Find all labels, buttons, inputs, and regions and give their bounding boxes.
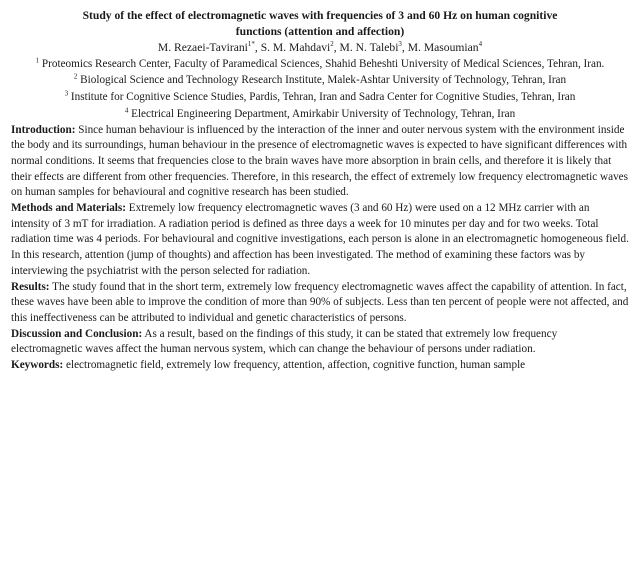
affiliation-number: 1 <box>35 55 40 64</box>
affiliation-text: Electrical Engineering Department, Amirkabir University of Technology, Tehran, Iran <box>131 107 516 120</box>
keywords-text: electromagnetic field, extremely low frequency, attention, affection, cognitive function, human sample <box>66 359 526 372</box>
author-name: M. Rezaei-Tavirani <box>157 41 248 54</box>
introduction-section <box>11 123 629 202</box>
methods-section <box>11 201 629 280</box>
introduction-heading: Introduction: <box>11 123 76 136</box>
author-name: M. N. Talebi <box>339 41 399 54</box>
discussion-text: As a result, based on the findings of this study, it can be stated that extremely low frequency electromagnetic waves affect the human nervous system, which can change the behaviour of persons under radiation. <box>11 327 558 356</box>
affiliation-1 <box>11 57 629 73</box>
affiliation-text: Proteomics Research Center, Faculty of Paramedical Sciences, Shahid Beheshti University of Medical Sciences, Tehran, Iran. <box>41 57 605 70</box>
methods-text: Extremely low frequency electromagnetic waves (3 and 60 Hz) were used on a 12 MHz carrier with an intensity of 3 mT for irradiation. A radiation period is defined as three days a week for 10 minutes per day and for two weeks. Total radiation time was 4 periods. For behavioural and cognitive investigations, each person is alone in an electromagnetic homogeneous field. In this research, attention (jump of thoughts) and affection has been investigated. The method of examining these factors was by interviewing the psychiatrist with the person selected for radiation. <box>11 202 629 277</box>
author-name: M. Masoumian <box>407 41 479 54</box>
affiliation-text: Biological Science and Technology Research Institute, Malek-Ashtar University of Technology, Tehran, Iran <box>80 74 567 87</box>
paper-title-line-1: Study of the effect of electromagnetic waves with frequencies of 3 and 60 Hz on human cognitive <box>82 9 558 22</box>
affiliation-3 <box>11 90 629 106</box>
keywords-heading: Keywords: <box>11 359 64 372</box>
results-text: The study found that in the short term, extremely low frequency electromagnetic waves affect the capability of attention. In fact, these waves have been able to improve the condition of more than 90% of subjects. Less than ten percent of people were not affected, and this ineffectiveness can be attributed to individual and genetic characteristics of persons. <box>11 280 629 324</box>
discussion-section <box>11 327 629 358</box>
methods-heading: Methods and Materials: <box>11 202 126 215</box>
author-name: S. M. Mahdavi <box>260 41 331 54</box>
paper-title <box>11 8 629 39</box>
affiliation-number: 4 <box>124 106 129 115</box>
results-heading: Results: <box>11 280 50 293</box>
affiliation-text: Institute for Cognitive Science Studies, Pardis, Tehran, Iran and Sadra Center for Cognitive Studies, Tehran, Iran <box>70 91 576 104</box>
author-affiliation-marker: 3 <box>398 40 402 49</box>
introduction-text: Since human behaviour is influenced by the interaction of the inner and outer nervous system with the environment inside the body and its surroundings, human behaviour in the presence of electromagnetic waves is expected to have significant differences with normal conditions. It seems that frequencies close to the brain waves have more absorption in brain cells, and therefore it is likely that their effects are different from other frequencies. Therefore, in this research, the effect of extremely low frequency electromagnetic waves on human samples for behavioural and cognitive research has been studied. <box>11 123 628 199</box>
author-separator: , <box>333 41 340 54</box>
discussion-heading: Discussion and Conclusion: <box>11 327 143 340</box>
keywords-section <box>11 358 629 374</box>
results-section <box>11 280 629 327</box>
affiliation-4 <box>11 107 629 123</box>
author-affiliation-marker: 2 <box>330 40 334 49</box>
author-separator: , <box>254 41 261 54</box>
affiliation-number: 3 <box>64 89 69 98</box>
affiliation-number: 2 <box>73 72 78 81</box>
author-affiliation-marker: 4 <box>478 40 483 49</box>
affiliation-2 <box>11 73 629 89</box>
author-affiliation-marker: 1* <box>247 40 255 49</box>
author-list <box>11 40 629 56</box>
paper-title-line-2: functions (attention and affection) <box>235 24 405 38</box>
author-separator: , <box>401 41 408 54</box>
